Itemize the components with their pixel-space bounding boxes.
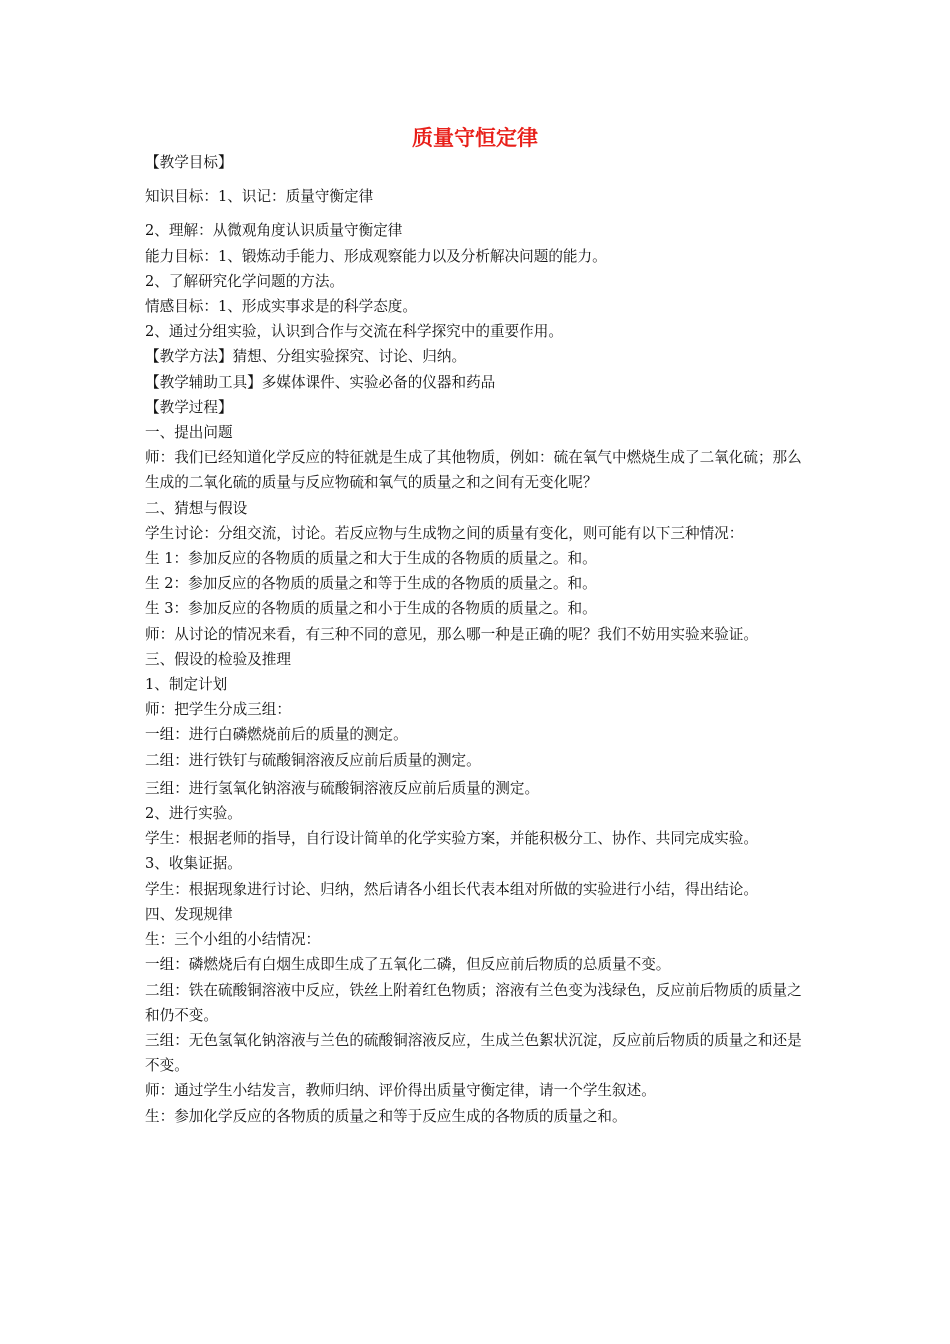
paragraph: 一组：进行白磷燃烧前后的质量的测定。 (145, 726, 408, 744)
paragraph: 四、发现规律 (145, 905, 233, 923)
paragraph: 1、制定计划 (145, 676, 228, 694)
paragraph: 生 1：参加反应的各物质的质量之和大于生成的各物质的质量之。和。 (145, 550, 597, 568)
paragraph: 情感目标：1、形成实事求是的科学态度。 (145, 298, 417, 316)
paragraph: 学生：根据老师的指导，自行设计简单的化学实验方案，并能积极分工、协作、共同完成实验。 (145, 830, 758, 848)
paragraph: 三组：无色氢氧化钠溶液与兰色的硫酸铜溶液反应，生成兰色絮状沉淀，反应前后物质的质量之和还是不变。 (145, 1031, 802, 1075)
paragraph: 师：通过学生小结发言，教师归纳、评价得出质量守衡定律，请一个学生叙述。 (145, 1082, 656, 1100)
paragraph: 二、猜想与假设 (145, 499, 248, 517)
paragraph: 2、理解：从微观角度认识质量守衡定律 (145, 222, 403, 240)
paragraph: 一、提出问题 (145, 424, 233, 442)
paragraph: 一组：磷燃烧后有白烟生成即生成了五氧化二磷，但反应前后物质的总质量不变。 (145, 956, 671, 974)
paragraph: 生 3：参加反应的各物质的质量之和小于生成的各物质的质量之。和。 (145, 600, 597, 618)
paragraph: 师：我们已经知道化学反应的特征就是生成了其他物质，例如：硫在氧气中燃烧生成了二氧化硫；那么生成的二氧化硫的质量与反应物硫和氧气的质量之和之间有无变化呢？ (145, 449, 802, 492)
paragraph: 【教学方法】猜想、分组实验探究、讨论、归纳。 (145, 348, 467, 366)
paragraph: 生：三个小组的小结情况： (145, 931, 321, 949)
document-body (145, 150, 810, 1129)
paragraph: 2、通过分组实验，认识到合作与交流在科学探究中的重要作用。 (145, 323, 563, 341)
page-title: 质量守恒定律 (412, 126, 538, 150)
paragraph: 【教学过程】 (145, 398, 233, 416)
paragraph: 学生：根据现象进行讨论、归纳，然后请各小组长代表本组对所做的实验进行小结，得出结论。 (145, 880, 758, 898)
paragraph: 生：参加化学反应的各物质的质量之和等于反应生成的各物质的质量之和。 (145, 1107, 627, 1125)
paragraph: 二组：铁在硫酸铜溶液中反应，铁丝上附着红色物质；溶液有兰色变为浅绿色，反应前后物质的质量之和仍不变。 (145, 981, 802, 1024)
paragraph: 三、假设的检验及推理 (145, 650, 291, 668)
paragraph: 2、了解研究化学问题的方法。 (145, 272, 345, 290)
paragraph: 生 2：参加反应的各物质的质量之和等于生成的各物质的质量之。和。 (145, 575, 597, 593)
paragraph: 学生讨论：分组交流，讨论。若反应物与生成物之间的质量有变化，则可能有以下三种情况： (145, 524, 744, 542)
paragraph: 知识目标：1、识记：质量守衡定律 (145, 188, 374, 206)
paragraph: 师：从讨论的情况来看，有三种不同的意见，那么哪一种是正确的呢？我们不妨用实验来验证。 (145, 625, 758, 643)
paragraph: 能力目标：1、锻炼动手能力、形成观察能力以及分析解决问题的能力。 (145, 247, 607, 265)
paragraph: 【教学目标】 (145, 154, 233, 171)
paragraph: 【教学辅助工具】多媒体课件、实验必备的仪器和药品 (145, 373, 496, 391)
paragraph: 2、进行实验。 (145, 805, 242, 823)
paragraph: 师：把学生分成三组： (145, 701, 291, 719)
paragraph: 二组：进行铁钉与硫酸铜溶液反应前后质量的测定。 (145, 751, 481, 769)
paragraph: 三组：进行氢氧化钠溶液与硫酸铜溶液反应前后质量的测定。 (145, 779, 540, 797)
paragraph: 3、收集证据。 (145, 855, 242, 873)
